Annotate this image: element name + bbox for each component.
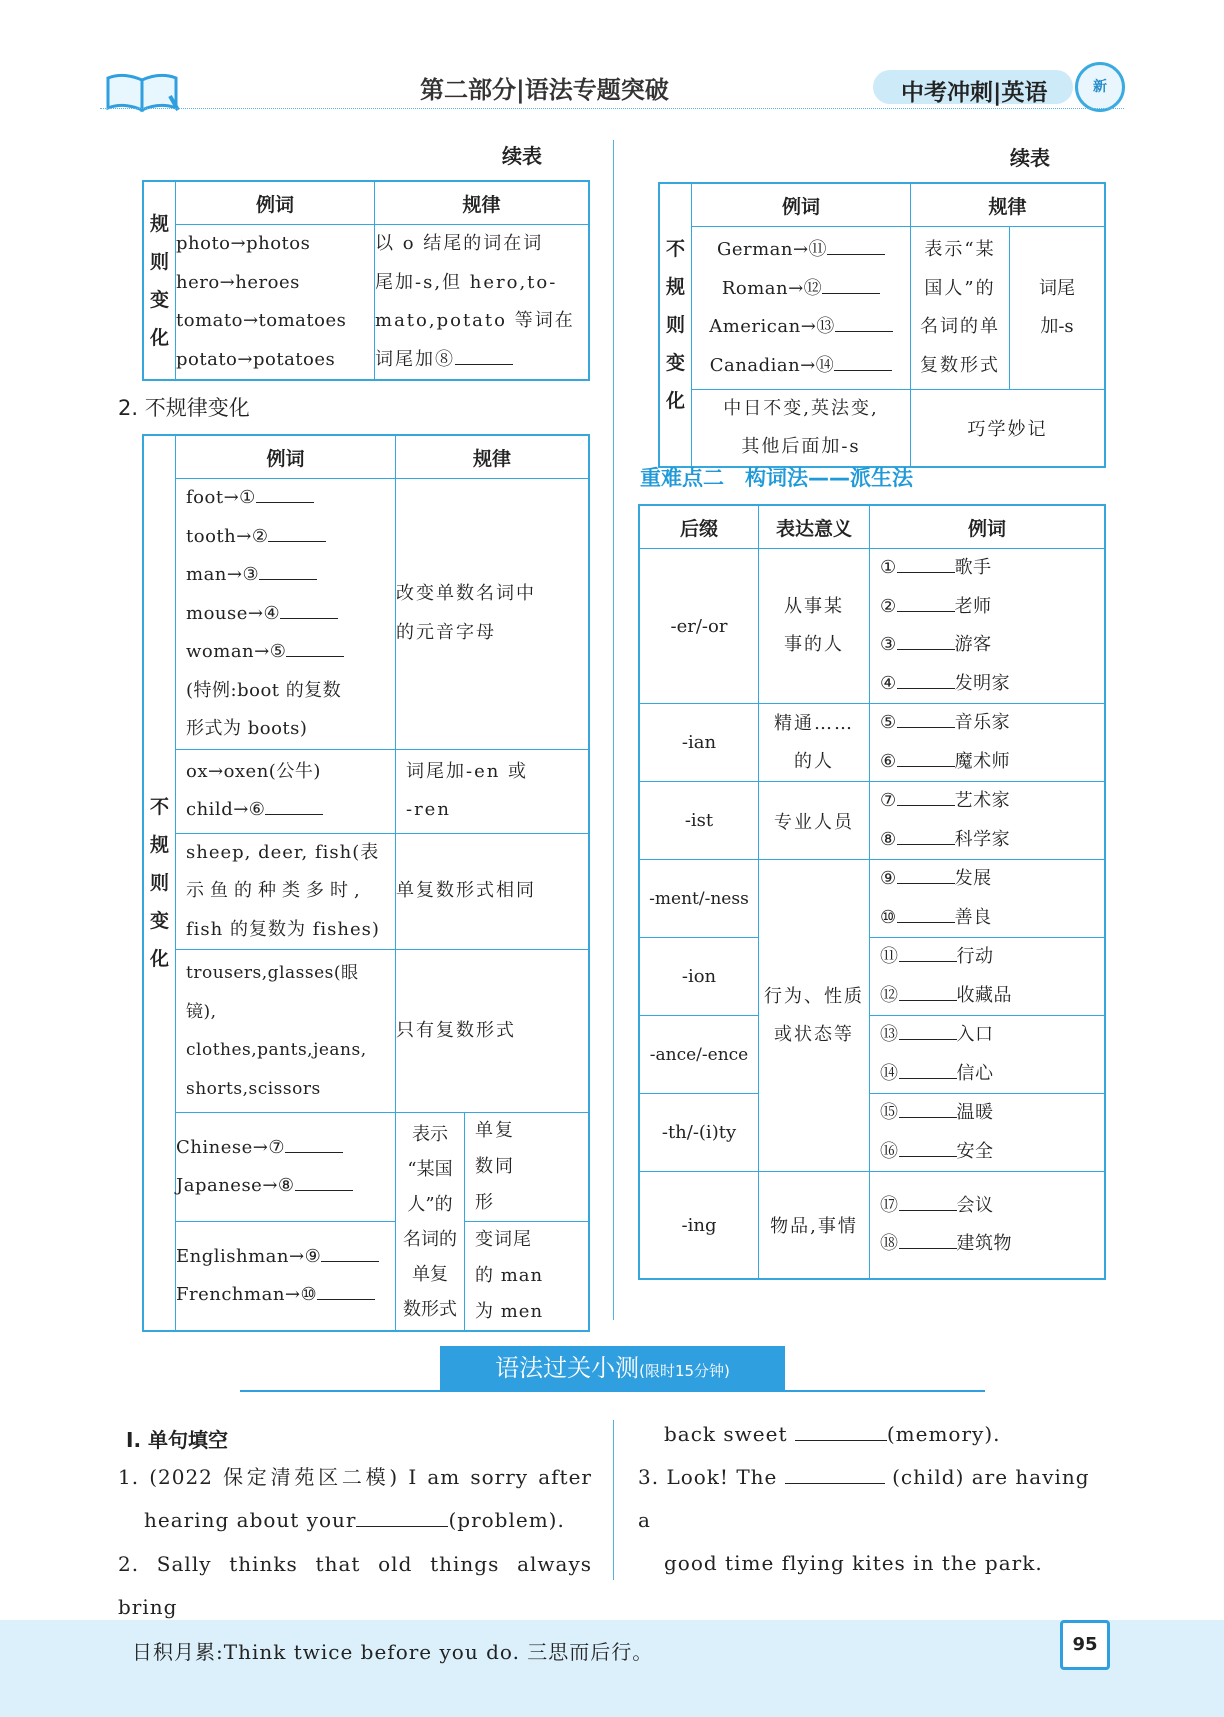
col-header-examples: 例词 — [176, 181, 375, 225]
continued-label: 续表 — [502, 144, 542, 168]
meaning-cell: 表示 “某国 人”的 名词的 单复 数形式 — [396, 1113, 465, 1332]
question-1: 1. (2022 保定清苑区二模) I am sorry after hearing about your (problem). — [118, 1465, 592, 1532]
answer-blank[interactable] — [295, 1172, 353, 1191]
col-header-examples: 例词 — [176, 435, 396, 479]
banner-rule — [240, 1390, 985, 1392]
answer-blank[interactable] — [834, 352, 892, 371]
answer-blank[interactable] — [899, 1099, 957, 1118]
answer-blank[interactable] — [795, 1420, 887, 1441]
col-header-rule: 规律 — [375, 181, 590, 225]
page-number: 95 — [1060, 1620, 1110, 1670]
rule-cell: 单复数形式相同 — [396, 833, 590, 950]
section-title: 第二部分|语法专题突破 — [420, 76, 669, 104]
answer-blank[interactable] — [899, 943, 957, 962]
suffix-cell: -th/-(i)ty — [639, 1094, 759, 1172]
answer-blank[interactable] — [897, 865, 955, 884]
answer-blank[interactable] — [455, 346, 513, 365]
header-divider — [100, 108, 1124, 109]
suffix-cell: -ance/-ence — [639, 1016, 759, 1094]
continued-label: 续表 — [1010, 146, 1050, 170]
answer-blank[interactable] — [897, 554, 955, 573]
meaning-cell: 物品,事情 — [759, 1172, 870, 1280]
examples-cell: Chinese→⑦ Japanese→⑧ — [176, 1113, 396, 1222]
meaning-cell: 从事某 事的人 — [759, 549, 870, 704]
col-header-examples: 例词 — [870, 505, 1106, 549]
section-heading: 重难点二 构词法——派生法 — [640, 466, 913, 490]
question-2: 2. Sally thinks that old things always bring — [118, 1552, 592, 1619]
suffix-cell: -er/-or — [639, 549, 759, 704]
answer-blank[interactable] — [897, 631, 955, 650]
examples-cell: ⑬ 入口 ⑭ 信心 — [870, 1016, 1106, 1094]
answer-blank[interactable] — [827, 236, 885, 255]
answer-blank[interactable] — [899, 1138, 957, 1157]
answer-blank[interactable] — [280, 600, 338, 619]
examples-cell: ⑰ 会议 ⑱ 建筑物 — [870, 1172, 1106, 1280]
answer-blank[interactable] — [259, 561, 317, 580]
answer-blank[interactable] — [265, 796, 323, 815]
rule-cell: 词尾 加-s — [1010, 227, 1106, 390]
answer-blank[interactable] — [899, 982, 957, 1001]
examples-cell: German→⑪ Roman→⑫ American→⑬ Canadian→⑭ — [692, 227, 911, 390]
answer-blank[interactable] — [256, 484, 314, 503]
answer-blank[interactable] — [286, 638, 344, 657]
column-divider — [613, 1420, 614, 1580]
irregular-continued-table — [658, 182, 1106, 468]
examples-cell: ⑨ 发展 ⑩ 善良 — [870, 860, 1106, 938]
suffix-cell: -ment/-ness — [639, 860, 759, 938]
answer-blank[interactable] — [899, 1192, 957, 1211]
suffix-cell: -ian — [639, 704, 759, 782]
answer-blank[interactable] — [785, 1463, 885, 1484]
col-header-rule: 规律 — [911, 183, 1106, 227]
question-3: 3. Look! The (child) are having a good time flying kites in the park. — [638, 1465, 1090, 1575]
col-header-meaning: 表达意义 — [759, 505, 870, 549]
section-heading: 2. 不规律变化 — [118, 396, 250, 420]
answer-blank[interactable] — [897, 904, 955, 923]
quiz-part-heading: Ⅰ. 单句填空 — [126, 1428, 229, 1452]
footer-quote: 日积月累:Think twice before you do. 三思而后行。 — [132, 1640, 654, 1664]
meaning-cell: 表示“某 国人”的 名词的单 复数形式 — [911, 227, 1010, 390]
suffix-cell: -ist — [639, 782, 759, 860]
table-side-label: 规则变化 — [143, 181, 176, 380]
answer-blank[interactable] — [835, 313, 893, 332]
examples-cell: foot→① tooth→② man→③ mouse→④ woman→⑤ (特例:boot 的复数 形式为 boots) — [176, 479, 396, 750]
answer-blank[interactable] — [268, 523, 326, 542]
examples-cell: ⑮ 温暖 ⑯ 安全 — [870, 1094, 1106, 1172]
suffix-cell: -ing — [639, 1172, 759, 1280]
examples-cell: ⑪ 行动 ⑫ 收藏品 — [870, 938, 1106, 1016]
answer-blank[interactable] — [356, 1506, 448, 1527]
meaning-cell: 行为、性质 或状态等 — [759, 860, 870, 1172]
col-header-suffix: 后缀 — [639, 505, 759, 549]
answer-blank[interactable] — [317, 1281, 375, 1300]
derivation-table — [638, 504, 1106, 1280]
examples-cell: photo→photos hero→heroes tomato→tomatoes potato→potatoes — [176, 225, 375, 381]
rule-cell: 改变单数名词中 的元音字母 — [396, 479, 590, 750]
meaning-cell: 精通…… 的人 — [759, 704, 870, 782]
answer-blank[interactable] — [897, 709, 955, 728]
answer-blank[interactable] — [899, 1230, 957, 1249]
answer-blank[interactable] — [897, 670, 955, 689]
rule-cell: 词尾加-en 或 -ren — [396, 749, 590, 833]
answer-blank[interactable] — [897, 787, 955, 806]
examples-cell: trousers,glasses(眼镜), clothes,pants,jeans, shorts,scissors — [176, 950, 396, 1113]
answer-blank[interactable] — [899, 1060, 957, 1079]
answer-blank[interactable] — [897, 593, 955, 612]
column-divider — [613, 140, 614, 1320]
footer-bar — [0, 1620, 1224, 1717]
answer-blank[interactable] — [822, 275, 880, 294]
answer-blank[interactable] — [899, 1021, 957, 1040]
table-side-label: 不规则变化 — [659, 183, 692, 467]
rule-cell: 单复 数同 形 — [465, 1113, 590, 1222]
col-header-rule: 规律 — [396, 435, 590, 479]
rule-cell: 变词尾 的 man 为 men — [465, 1222, 590, 1332]
examples-cell: Englishman→⑨ Frenchman→⑩ — [176, 1222, 396, 1332]
col-header-examples: 例词 — [692, 183, 911, 227]
regular-change-table — [142, 180, 590, 381]
suffix-cell: -ion — [639, 938, 759, 1016]
answer-blank[interactable] — [897, 826, 955, 845]
examples-cell: sheep, deer, fish(表 示鱼的种类多时, fish 的复数为 fishes) — [176, 833, 396, 950]
irregular-change-table — [142, 434, 590, 1332]
examples-cell: ⑤ 音乐家 ⑥ 魔术师 — [870, 704, 1106, 782]
examples-cell: ⑦ 艺术家 ⑧ 科学家 — [870, 782, 1106, 860]
examples-cell: ox→oxen(公牛) child→⑥ — [176, 749, 396, 833]
rule-cell: 只有复数形式 — [396, 950, 590, 1113]
badge-icon: 新 — [1075, 62, 1125, 112]
mnemonic-cell: 中日不变,英法变, 其他后面加-s — [692, 390, 911, 468]
examples-cell: ① 歌手 ② 老师 ③ 游客 ④ 发明家 — [870, 549, 1106, 704]
question-2-continued: back sweet (memory). — [664, 1422, 1001, 1446]
subject-label: 中考冲刺|英语 — [873, 70, 1073, 104]
meaning-cell: 专业人员 — [759, 782, 870, 860]
answer-blank[interactable] — [321, 1243, 379, 1262]
answer-blank[interactable] — [897, 748, 955, 767]
rule-cell: 以 o 结尾的词在词 尾加-s,但 hero,to- mato,potato 等词在 词尾加⑧ — [375, 225, 590, 381]
table-side-label: 不规则变化 — [143, 435, 176, 1331]
mnemonic-label: 巧学妙记 — [911, 390, 1106, 468]
answer-blank[interactable] — [285, 1134, 343, 1153]
quiz-banner: 语法过关小测(限时15分钟) — [440, 1346, 785, 1390]
